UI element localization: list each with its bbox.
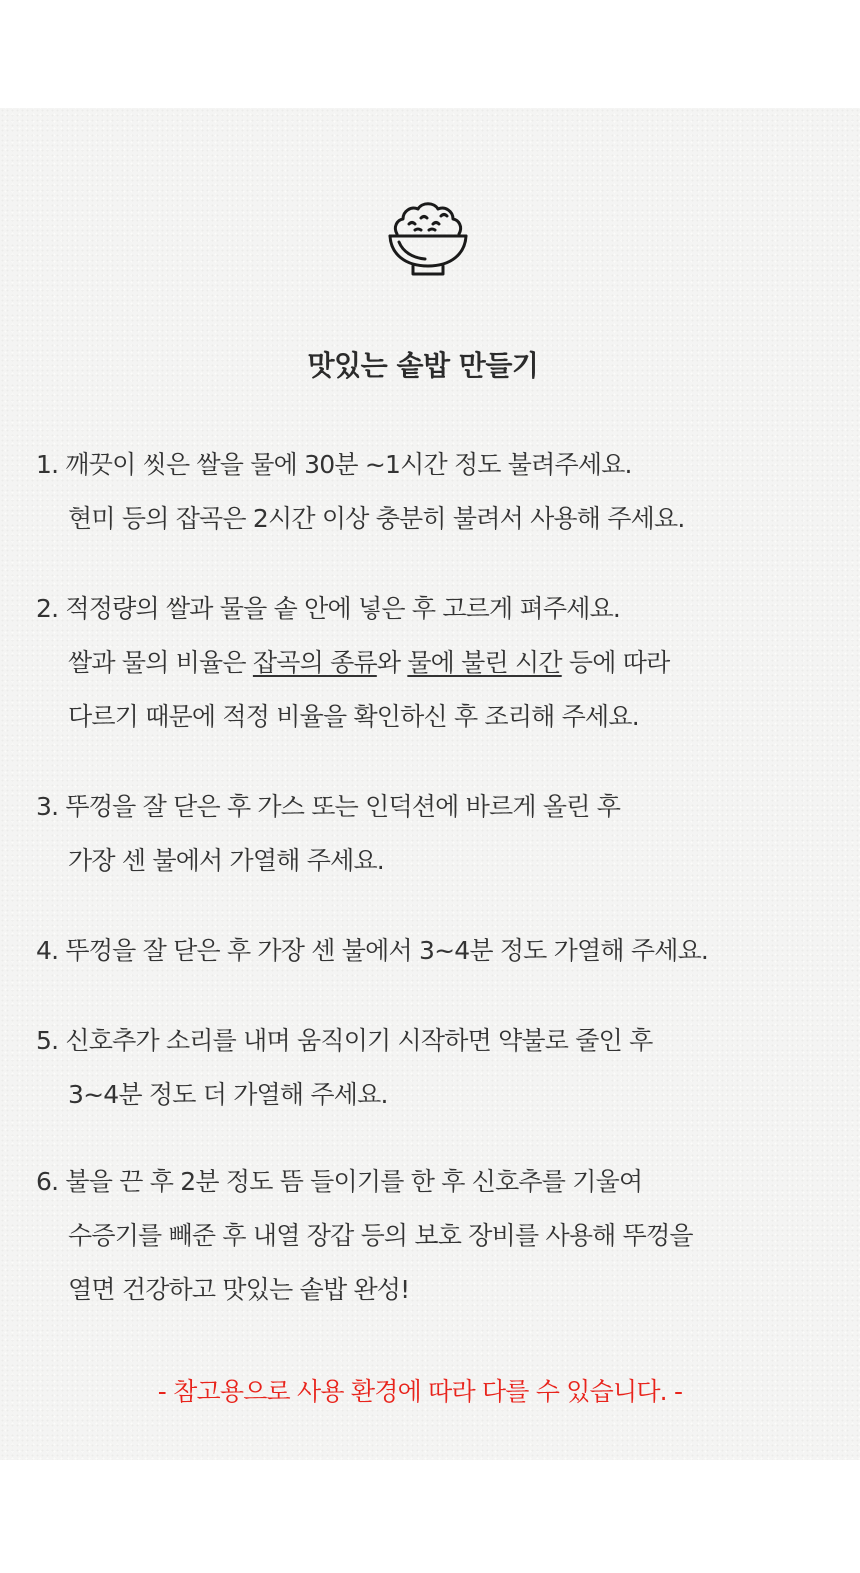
step-5-line-2: 3~4분 정도 더 가열해 주세요. bbox=[68, 1080, 388, 1109]
step-1-line-1: 1. 깨끗이 씻은 쌀을 물에 30분 ~1시간 정도 불려주세요. bbox=[36, 450, 632, 479]
step-4 bbox=[36, 924, 836, 978]
step-2-text-e: 등에 따라 bbox=[561, 648, 670, 677]
step-2-line-3: 다르기 때문에 적정 비율을 확인하신 후 조리해 주세요. bbox=[68, 702, 639, 731]
step-1 bbox=[36, 438, 836, 546]
step-6 bbox=[36, 1155, 836, 1317]
step-2-text-a: 쌀과 물의 비율은 bbox=[68, 648, 253, 677]
step-5-line-1: 5. 신호추가 소리를 내며 움직이기 시작하면 약불로 줄인 후 bbox=[36, 1026, 653, 1055]
page-title: 맛있는 솥밥 만들기 bbox=[307, 349, 539, 382]
soak-time-underlined: 물에 불린 시간 bbox=[407, 648, 562, 677]
step-2-line-2 bbox=[36, 636, 836, 690]
step-6-line-3: 열면 건강하고 맛있는 솥밥 완성! bbox=[68, 1275, 410, 1304]
step-2-text-c: 와 bbox=[376, 648, 408, 677]
step-1-line-2: 현미 등의 잡곡은 2시간 이상 충분히 불려서 사용해 주세요. bbox=[68, 504, 685, 533]
step-6-line-2: 수증기를 빼준 후 내열 장갑 등의 보호 장비를 사용해 뚜껑을 bbox=[68, 1221, 693, 1250]
step-3-line-1: 3. 뚜껑을 잘 닫은 후 가스 또는 인덕션에 바르게 올린 후 bbox=[36, 792, 621, 821]
rice-bowl-icon bbox=[385, 194, 471, 280]
step-3-line-2: 가장 센 불에서 가열해 주세요. bbox=[68, 846, 384, 875]
disclaimer-notice: - 참고용으로 사용 환경에 따라 다를 수 있습니다. - bbox=[157, 1377, 683, 1406]
step-2 bbox=[36, 582, 836, 744]
step-6-line-1: 6. 불을 끈 후 2분 정도 뜸 들이기를 한 후 신호추를 기울여 bbox=[36, 1167, 643, 1196]
grain-type-underlined: 잡곡의 종류 bbox=[252, 648, 377, 677]
step-3 bbox=[36, 780, 836, 888]
step-2-line-1: 2. 적정량의 쌀과 물을 솥 안에 넣은 후 고르게 펴주세요. bbox=[36, 594, 621, 623]
step-4-line-1: 4. 뚜껑을 잘 닫은 후 가장 센 불에서 3~4분 정도 가열해 주세요. bbox=[36, 936, 709, 965]
step-5 bbox=[36, 1014, 836, 1122]
